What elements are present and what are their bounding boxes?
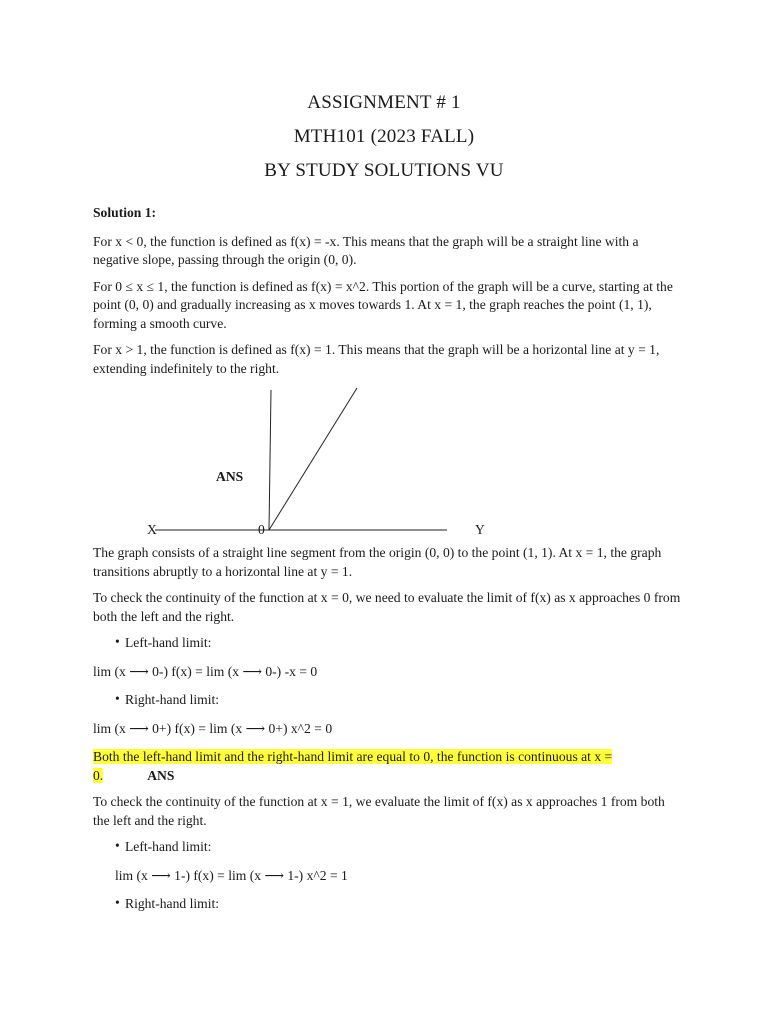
bullet-left-limit-x0 (93, 634, 683, 653)
bullet-right-limit-x0 (93, 691, 683, 710)
diagonal-line (269, 388, 357, 530)
graph-ans-label: ANS (216, 469, 244, 484)
equation-left-limit-x0: lim (x ⟶ 0-) f(x) = lim (x ⟶ 0-) -x = 0 (93, 663, 318, 679)
origin-label: 0 (258, 522, 265, 537)
conclusion-ans-label: ANS (147, 767, 175, 783)
equation-right-limit-x0: lim (x ⟶ 0+) f(x) = lim (x ⟶ 0+) x^2 = 0 (93, 720, 333, 736)
solution-heading: Solution 1: (93, 205, 157, 220)
bullet-right-limit-x1 (93, 895, 683, 914)
y-axis-label: Y (475, 522, 485, 537)
bullet-icon: • (115, 634, 120, 649)
course-title: MTH101 (2023 FALL) (293, 126, 475, 147)
assignment-title: ASSIGNMENT # 1 (307, 92, 461, 113)
highlighted-conclusion: Both the left-hand limit and the right-hand limit are equal to 0, the function is continuous at x = 0. (93, 749, 613, 783)
bullet-label: Right-hand limit: (125, 692, 220, 707)
paragraph-continuity-x1: To check the continuity of the function at x = 1, we evaluate the limit of f(x) as x approaches 1 from both the left and the right. (93, 794, 665, 828)
paragraph-x-greater-1: For x > 1, the function is defined as f(x) = 1. This means that the graph will be a horizontal line at y = 1, extending indefinitely to the right. (93, 342, 660, 376)
bullet-icon: • (115, 838, 120, 853)
bullet-label: Left-hand limit: (125, 839, 212, 854)
author-title: BY STUDY SOLUTIONS VU (264, 160, 504, 181)
equation-left-limit-x1: lim (x ⟶ 1-) f(x) = lim (x ⟶ 1-) x^2 = 1 (115, 867, 348, 883)
paragraph-continuous-conclusion (93, 748, 683, 785)
paragraph-graph-summary: The graph consists of a straight line segment from the origin (0, 0) to the point (1, 1). At x = 1, the graph transitions abruptly to a horizontal line at y = 1. (93, 545, 662, 579)
function-graph (93, 386, 683, 538)
title-block (0, 86, 768, 188)
bullet-icon: • (115, 895, 120, 910)
document-body (93, 204, 683, 924)
bullet-label: Right-hand limit: (125, 896, 220, 911)
bullet-icon: • (115, 691, 120, 706)
graph-drawing (93, 386, 683, 538)
y-axis-line (269, 390, 271, 530)
bullet-label: Left-hand limit: (125, 635, 212, 650)
paragraph-continuity-x0: To check the continuity of the function at x = 0, we need to evaluate the limit of f(x) as x approaches 0 from both the left and the right. (93, 590, 681, 624)
bullet-left-limit-x1 (93, 838, 683, 857)
x-axis-label: X (147, 522, 157, 537)
paragraph-negative-x: For x < 0, the function is defined as f(x) = -x. This means that the graph will be a straight line with a negative slope, passing through the origin (0, 0). (93, 233, 639, 267)
paragraph-between-0-1: For 0 ≤ x ≤ 1, the function is defined as f(x) = x^2. This portion of the graph will be a curve, starting at the point (0, 0) and gradually increasing as x moves towards 1. At x = 1, the graph reaches the point (1, 1), forming a smooth curve. (93, 278, 673, 331)
